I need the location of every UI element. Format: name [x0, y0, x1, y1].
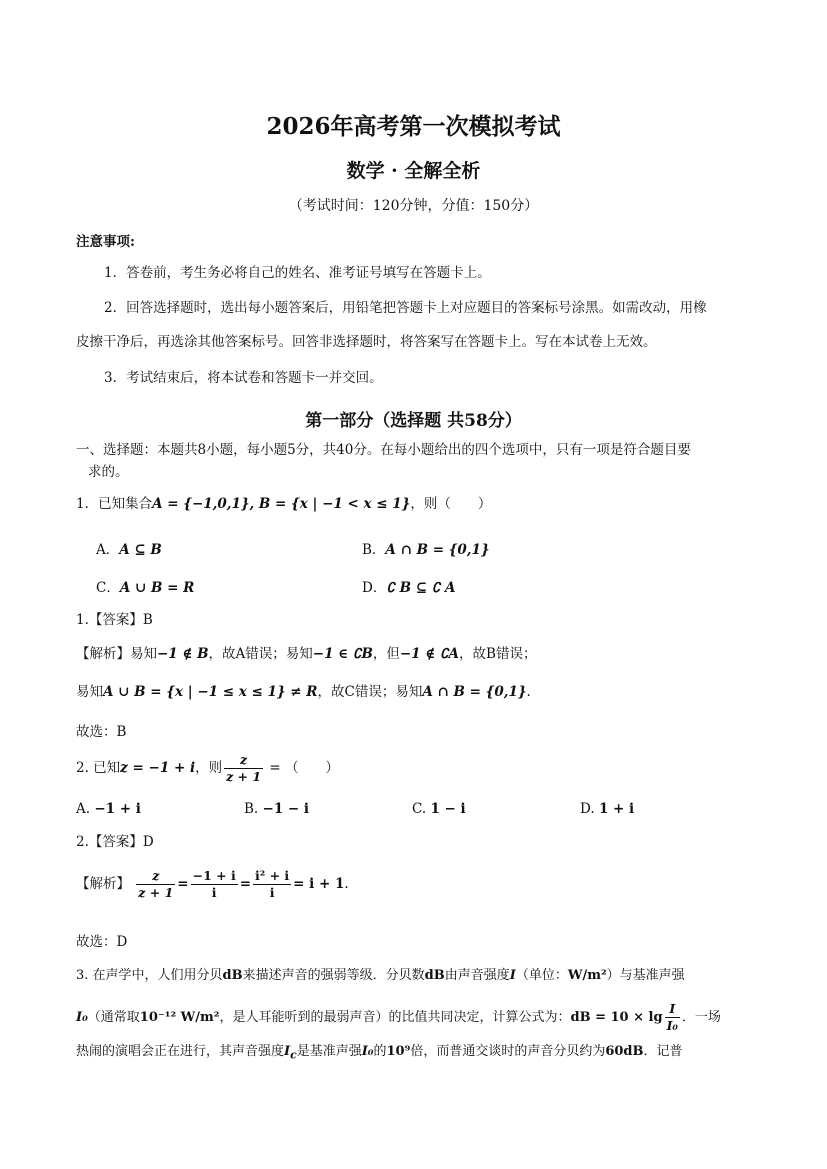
notice-item-3: 3．考试结束后，将本试卷和答题卡一并交回。: [104, 370, 383, 386]
q2-answer: 2.【答案】D: [76, 834, 154, 850]
notice-heading: 注意事项:: [76, 234, 135, 250]
q2-frac1-den: z + 1: [138, 885, 174, 900]
q1-analysis-math-3: −1 ∉ ∁A: [399, 646, 460, 662]
q3-l1-text-1: 3. 在声学中，人们用分贝: [76, 968, 223, 983]
q1-analysis-math-2: −1 ∈ ∁B: [312, 646, 373, 662]
q3-l3-math-1: I: [284, 1044, 291, 1059]
q2-frac1-num: z: [136, 868, 175, 885]
q1-option-d: [362, 578, 456, 598]
q1-analysis2-text-3: .: [526, 684, 531, 700]
q1-answer: 1.【答案】B: [76, 612, 153, 628]
q1-option-b: [362, 540, 490, 560]
q3-l1-math-2: dB: [424, 968, 445, 983]
q1-analysis-text-3: ，但: [372, 646, 400, 662]
q2-option-b-label: B.: [244, 801, 259, 817]
q2-stem-suffix: = （ ）: [265, 760, 339, 776]
q1-analysis2-math-1: A ∪ B = {x | −1 ≤ x ≤ 1} ≠ R: [103, 684, 318, 700]
q3-l3-text-5: ．记普: [643, 1044, 683, 1059]
q2-option-a: [76, 799, 141, 819]
q3-l1-text-3: 由声音强度: [444, 968, 510, 983]
q3-l3-subscript: c: [290, 1048, 297, 1062]
q3-l2-frac-num: I: [665, 1001, 680, 1018]
q2-frac2-num: −1 + i: [192, 868, 236, 883]
q3-line-1: [76, 966, 685, 986]
q2-option-a-label: A.: [76, 801, 91, 817]
q3-line-2: [76, 1001, 721, 1034]
q2-stem-fraction: [224, 752, 263, 785]
q2-option-b: [244, 799, 309, 819]
q1-option-c-math: A ∪ B = R: [119, 580, 195, 596]
q2-stem-frac-den: z + 1: [226, 769, 262, 784]
q1-stem-math: A = {−1,0,1}, B = {x | −1 < x ≤ 1}: [152, 496, 411, 512]
q2-result: = i + 1: [293, 876, 345, 892]
q1-option-a-label: A．: [96, 542, 120, 558]
q1-analysis-line-2: [76, 682, 531, 702]
q1-analysis-text-2: ，故A错误；易知: [208, 646, 313, 662]
q3-l3-text-4: 倍，而普通交谈时的声音分贝约为: [410, 1044, 606, 1059]
q1-analysis-label: 【解析】: [76, 646, 130, 662]
q1-analysis-text-4: ，故B错误；: [459, 646, 537, 662]
q2-frac2-den: i: [211, 885, 217, 900]
q2-stem-mid: ，则: [195, 760, 223, 776]
q1-stem-suffix: ，则（ ）: [410, 496, 492, 512]
q1-stem: [76, 494, 491, 514]
q3-l2-math-1: I₀: [76, 1010, 88, 1025]
q1-analysis-line-1: [76, 644, 536, 664]
q1-option-c: [96, 578, 194, 598]
page-subtitle: 数学 · 全解全析: [346, 160, 481, 182]
notice-item-1: 1．答卷前，考生务必将自己的姓名、准考证号填写在答题卡上。: [104, 265, 491, 281]
q1-analysis-math-1: −1 ∉ B: [157, 646, 209, 662]
q3-l2-text-3: ．一场: [681, 1010, 721, 1025]
q3-l3-text-2: 是基准声强: [296, 1044, 362, 1059]
q3-l2-text-2: ，是人耳能听到的最弱声音）的比值共同决定，计算公式为：: [219, 1010, 571, 1025]
q2-analysis: [76, 868, 349, 901]
q3-l2-fraction: [665, 1001, 680, 1034]
q2-option-b-math: −1 − i: [262, 801, 310, 817]
q3-l1-text-2: 来描述声音的强弱等级．分贝数: [242, 968, 425, 983]
q1-option-a-math: A ⊆ B: [119, 542, 162, 558]
q1-option-b-math: A ∩ B = {0,1}: [385, 542, 490, 558]
q2-option-c-math: 1 − i: [430, 801, 466, 817]
q2-stem-math: z = −1 + i: [120, 760, 196, 776]
q2-option-c-label: C.: [412, 801, 427, 817]
q3-l1-text-4: （单位：: [515, 968, 568, 983]
q3-l3-text-3: 的: [373, 1044, 387, 1059]
q3-l3-text-1: 热闹的演唱会正在进行，其声音强度: [76, 1044, 285, 1059]
q3-l1-math-4: W/m²: [567, 968, 607, 983]
q1-analysis2-text-1: 易知: [76, 684, 103, 700]
q2-equals-2: =: [239, 876, 252, 892]
q3-l2-math-3: dB = 10 × lg: [570, 1010, 663, 1025]
q3-l3-math-2: I₀: [361, 1044, 374, 1059]
page-title: 2026年高考第一次模拟考试: [266, 113, 561, 140]
exam-info: （考试时间：120分钟，分值：150分）: [288, 198, 539, 214]
q2-stem-frac-num: z: [224, 752, 263, 769]
q3-l1-math-3: I: [509, 968, 516, 983]
q2-option-d: [580, 799, 634, 819]
notice-item-2-line-1: 2．回答选择题时，选出每小题答案后，用铅笔把答题卡上对应题目的答案标号涂黑。如需改动，用橡: [104, 300, 707, 316]
q1-stem-prefix: 1．已知集合: [76, 496, 153, 512]
q2-analysis-frac-1: [136, 868, 175, 901]
q3-l2-text-1: （通常取: [87, 1010, 140, 1025]
q1-analysis2-text-2: ，故C错误；易知: [317, 684, 423, 700]
q3-l2-frac-den: I₀: [666, 1018, 678, 1033]
q3-l1-text-5: ）与基准声强: [606, 968, 685, 983]
section-intro-line-1: 一、选择题：本题共8小题，每小题5分，共40分。在每小题给出的四个选项中，只有一项是符合题目要: [76, 442, 691, 458]
section-heading: 第一部分（选择题 共58分）: [305, 411, 522, 431]
section-intro-line-2: 求的。: [88, 464, 129, 480]
q2-analysis-label: 【解析】: [76, 876, 130, 892]
q2-stem-prefix: 2. 已知: [76, 760, 121, 776]
q1-option-d-math: ∁ B ⊆ ∁ A: [386, 580, 456, 596]
q2-option-d-label: D.: [580, 801, 595, 817]
q3-l2-math-2: 10⁻¹² W/m²: [139, 1010, 220, 1025]
q2-option-d-math: 1 + i: [598, 801, 635, 817]
q1-option-b-label: B．: [362, 542, 386, 558]
q1-analysis-text-1: 易知: [130, 646, 157, 662]
q3-l3-math-3: 10⁹: [386, 1044, 411, 1059]
notice-item-2-line-2: 皮擦干净后，再选涂其他答案标号。回答非选择题时，将答案写在答题卡上。写在本试卷上无效。: [76, 334, 657, 350]
q1-choice: 故选：B: [76, 724, 127, 740]
q3-line-3: [76, 1042, 683, 1066]
q1-option-d-label: D．: [362, 580, 387, 596]
q2-result-end: .: [344, 876, 349, 892]
q2-stem: [76, 752, 339, 785]
q1-analysis2-math-2: A ∩ B = {0,1}: [422, 684, 527, 700]
q2-analysis-frac-2: [191, 868, 238, 901]
q2-option-c: [412, 799, 466, 819]
q3-l3-math-4: 60dB: [605, 1044, 644, 1059]
q2-choice: 故选：D: [76, 934, 128, 950]
q2-frac3-num: i² + i: [255, 868, 290, 883]
q1-option-a: [96, 540, 162, 560]
q2-analysis-frac-3: [253, 868, 291, 901]
q1-option-c-label: C．: [96, 580, 120, 596]
q2-frac3-den: i: [269, 885, 275, 900]
q2-equals-1: =: [177, 876, 189, 892]
q3-l1-math-1: dB: [222, 968, 243, 983]
q2-option-a-math: −1 + i: [94, 801, 141, 817]
